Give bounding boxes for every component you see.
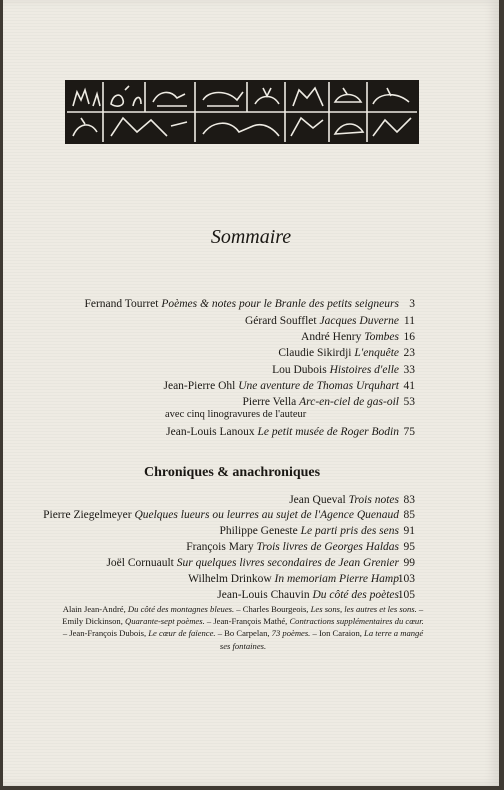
toc-entry (84, 298, 399, 310)
toc-page-number: 16 (403, 331, 415, 343)
toc-author: Gérard Soufflet (244, 315, 317, 327)
toc-page-number: 95 (403, 541, 415, 553)
toc-page-number: 85 (403, 509, 415, 521)
toc-entry (106, 557, 399, 569)
toc-work: Le parti pris des sens (300, 525, 399, 537)
toc-work: Histoires d'elle (329, 364, 399, 376)
toc-author: Pierre Vella (242, 396, 297, 408)
note-work: Contractions supplémentaires du cœur. (289, 616, 424, 627)
toc-author: Jean Queval (289, 494, 346, 506)
note-work: La terre a mangé ses fontaines. (219, 628, 424, 651)
toc-author: Wilhelm Drinkow (188, 573, 272, 585)
note-author: – Bo Carpelan, (215, 628, 272, 639)
toc-entry (243, 396, 399, 408)
toc-page-number: 23 (403, 347, 415, 359)
toc-work: Une aventure de Thomas Urquhart (238, 380, 399, 392)
note-work: Le cœur de faïence. (148, 628, 216, 639)
toc-author: Lou Dubois (272, 364, 327, 376)
toc-entry (188, 573, 399, 585)
section-heading: Chroniques & anachroniques (144, 465, 321, 480)
toc-page-number: 3 (409, 298, 415, 310)
toc-entry (43, 509, 399, 521)
toc-entry (186, 541, 399, 553)
reviewed-books-list (62, 603, 424, 652)
toc-work: Du côté des poètes (312, 589, 399, 601)
note-author: – Jean-François Mathé, (204, 616, 290, 627)
note-author: – Jean-François Dubois, (62, 628, 149, 639)
toc-page-number: 99 (403, 557, 415, 569)
toc-author: Jean-Louis Chauvin (217, 589, 310, 601)
document-page (3, 0, 499, 786)
toc-entry (245, 315, 399, 327)
toc-page-number: 11 (403, 315, 415, 327)
toc-author: Jean-Pierre Ohl (163, 380, 236, 392)
toc-entry (217, 589, 399, 601)
toc-entry (272, 364, 399, 376)
toc-work: L'enquête (354, 347, 399, 359)
woodcut-animals-illustration (67, 82, 417, 142)
toc-page-number: 41 (403, 380, 415, 392)
toc-author: François Mary (186, 541, 254, 553)
toc-work: Jacques Duverne (319, 315, 399, 327)
toc-work: Poèmes & notes pour le Branle des petits seigneurs (161, 298, 399, 310)
toc-entry-note: avec cinq linogravures de l'auteur (165, 409, 307, 420)
toc-page-number: 103 (397, 573, 415, 585)
toc-page-number: 91 (403, 525, 415, 537)
toc-page-number: 53 (403, 396, 415, 408)
toc-author: Joël Cornuault (106, 557, 174, 569)
toc-work: Le petit musée de Roger Bodin (257, 426, 399, 438)
note-author: – Emily Dickinson, (62, 604, 424, 627)
toc-work: Tombes (364, 331, 399, 343)
toc-page-number: 75 (403, 426, 415, 438)
page-title: Sommaire (210, 226, 292, 248)
toc-entry (301, 331, 399, 343)
note-work: Du côté des montagnes bleues. (127, 604, 235, 614)
woodcut-banner (65, 80, 419, 144)
toc-work: Arc-en-ciel de gas-oil (299, 396, 399, 408)
toc-entry (278, 347, 399, 359)
toc-work: Trois livres de Georges Haldas (256, 541, 399, 553)
note-author: – Charles Bourgeois, (234, 604, 311, 614)
toc-page-number: 83 (403, 494, 415, 506)
toc-author: Pierre Ziegelmeyer (43, 509, 132, 521)
toc-page-number: 105 (397, 589, 415, 601)
toc-work: Quelques lueurs ou leurres au sujet de l'Agence Quenaud (134, 509, 399, 521)
toc-entry (289, 494, 399, 506)
toc-work: Sur quelques livres secondaires de Jean Grenier (176, 557, 399, 569)
note-work: 73 poèmes. (271, 628, 311, 639)
toc-page-number: 33 (403, 364, 415, 376)
toc-author: André Henry (301, 331, 362, 343)
note-author: – Ion Caraion, (310, 628, 365, 639)
toc-work: Trois notes (348, 494, 399, 506)
toc-entry (219, 525, 399, 537)
toc-entry (166, 426, 399, 438)
note-work: Les sons, les autres et les sons. (310, 604, 417, 614)
toc-author: Fernand Tourret (84, 298, 159, 310)
note-work: Quarante-sept poèmes. (125, 616, 205, 627)
toc-work: In memoriam Pierre Hamp (274, 573, 399, 585)
toc-entry (163, 380, 399, 392)
toc-author: Philippe Geneste (219, 525, 298, 537)
note-author: Alain Jean-André, (62, 604, 128, 614)
toc-author: Jean-Louis Lanoux (166, 426, 255, 438)
toc-author: Claudie Sikirdji (278, 347, 352, 359)
